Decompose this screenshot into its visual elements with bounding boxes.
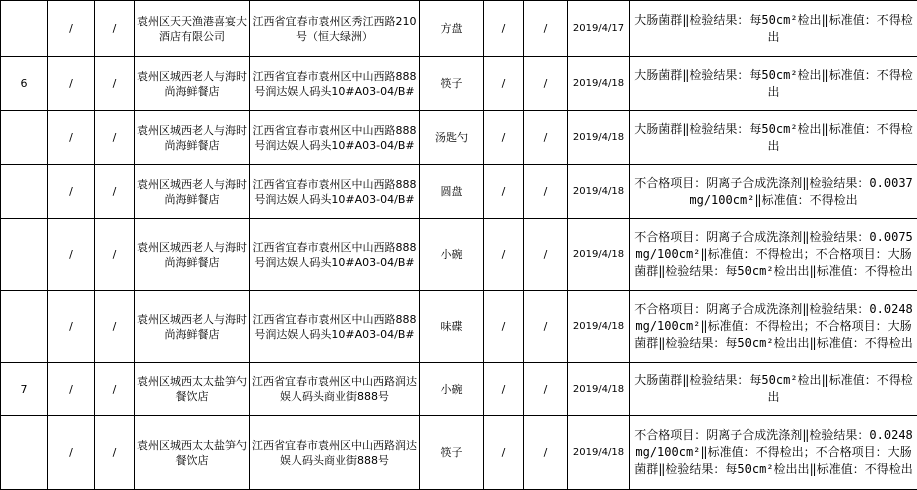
slash-cell: / — [48, 165, 95, 219]
slash-cell: / — [484, 291, 524, 363]
address-cell: 江西省宜春市袁州区中山西路888号润达娱人码头10#A03-04/B# — [250, 111, 420, 165]
slash-cell: / — [484, 416, 524, 490]
sample-item-cell: 小碗 — [420, 363, 484, 416]
slash-cell: / — [484, 219, 524, 291]
address-cell: 江西省宜春市袁州区秀江西路210号（恒大绿洲） — [250, 1, 420, 57]
sampling-date-cell: 2019/4/18 — [568, 57, 630, 111]
address-cell: 江西省宜春市袁州区中山西路888号润达娱人码头10#A03-04/B# — [250, 57, 420, 111]
result-cell: 大肠菌群‖检验结果：每50cm²检出‖标准值：不得检出 — [630, 111, 917, 165]
slash-cell: / — [95, 291, 135, 363]
slash-cell: / — [95, 57, 135, 111]
seq-no-cell — [1, 165, 48, 219]
slash-cell: / — [484, 1, 524, 57]
sample-item-cell: 汤匙勺 — [420, 111, 484, 165]
slash-cell: / — [524, 416, 568, 490]
address-cell: 江西省宜春市袁州区中山西路润达娱人码头商业街888号 — [250, 416, 420, 490]
seq-no-cell — [1, 416, 48, 490]
result-cell: 不合格项目：阴离子合成洗涤剂‖检验结果：0.0075mg/100cm²‖标准值：不得检出；不合格项目：大肠菌群‖检验结果：每50cm²检出出‖标准值：不得检出 — [630, 219, 917, 291]
seq-no-cell — [1, 291, 48, 363]
sampling-date-cell: 2019/4/18 — [568, 219, 630, 291]
sample-item-cell: 方盘 — [420, 1, 484, 57]
result-cell: 大肠菌群‖检验结果：每50cm²检出‖标准值：不得检出 — [630, 57, 917, 111]
slash-cell: / — [48, 111, 95, 165]
table-row — [1, 165, 917, 219]
sampling-date-cell: 2019/4/18 — [568, 165, 630, 219]
result-cell: 大肠菌群‖检验结果：每50cm²检出‖标准值：不得检出 — [630, 1, 917, 57]
seq-no-cell — [1, 111, 48, 165]
seq-no-cell — [1, 219, 48, 291]
seq-no-cell: 7 — [1, 363, 48, 416]
slash-cell: / — [524, 111, 568, 165]
business-name-cell: 袁州区城西老人与海时尚海鲜餐店 — [135, 57, 250, 111]
slash-cell: / — [484, 165, 524, 219]
sampling-date-cell: 2019/4/18 — [568, 291, 630, 363]
sampling-date-cell: 2019/4/18 — [568, 363, 630, 416]
business-name-cell: 袁州区城西老人与海时尚海鲜餐店 — [135, 111, 250, 165]
slash-cell: / — [524, 219, 568, 291]
address-cell: 江西省宜春市袁州区中山西路888号润达娱人码头10#A03-04/B# — [250, 165, 420, 219]
slash-cell: / — [524, 57, 568, 111]
slash-cell: / — [48, 291, 95, 363]
slash-cell: / — [95, 363, 135, 416]
slash-cell: / — [48, 57, 95, 111]
seq-no-cell — [1, 1, 48, 57]
address-cell: 江西省宜春市袁州区中山西路888号润达娱人码头10#A03-04/B# — [250, 219, 420, 291]
slash-cell: / — [524, 363, 568, 416]
business-name-cell: 袁州区城西老人与海时尚海鲜餐店 — [135, 165, 250, 219]
business-name-cell: 袁州区天天渔港喜宴大酒店有限公司 — [135, 1, 250, 57]
slash-cell: / — [95, 165, 135, 219]
slash-cell: / — [48, 219, 95, 291]
sample-item-cell: 筷子 — [420, 416, 484, 490]
slash-cell: / — [524, 291, 568, 363]
slash-cell: / — [484, 57, 524, 111]
sample-item-cell: 味碟 — [420, 291, 484, 363]
slash-cell: / — [48, 363, 95, 416]
sample-item-cell: 筷子 — [420, 57, 484, 111]
sample-item-cell: 圆盘 — [420, 165, 484, 219]
slash-cell: / — [95, 111, 135, 165]
result-cell: 大肠菌群‖检验结果：每50cm²检出‖标准值：不得检出 — [630, 363, 917, 416]
table-row — [1, 1, 917, 57]
result-cell: 不合格项目：阴离子合成洗涤剂‖检验结果：0.0037mg/100cm²‖标准值：不得检出 — [630, 165, 917, 219]
table-row — [1, 416, 917, 490]
table-row — [1, 111, 917, 165]
slash-cell: / — [484, 363, 524, 416]
result-cell: 不合格项目：阴离子合成洗涤剂‖检验结果：0.0248mg/100cm²‖标准值：不得检出；不合格项目：大肠菌群‖检验结果：每50cm²检出出‖标准值：不得检出 — [630, 416, 917, 490]
slash-cell: / — [95, 219, 135, 291]
table-row — [1, 57, 917, 111]
address-cell: 江西省宜春市袁州区中山西路888号润达娱人码头10#A03-04/B# — [250, 291, 420, 363]
sampling-date-cell: 2019/4/18 — [568, 111, 630, 165]
sample-item-cell: 小碗 — [420, 219, 484, 291]
table-row — [1, 363, 917, 416]
business-name-cell: 袁州区城西太太盐笋勺餐饮店 — [135, 363, 250, 416]
table-row — [1, 291, 917, 363]
slash-cell: / — [524, 1, 568, 57]
sampling-date-cell: 2019/4/17 — [568, 1, 630, 57]
slash-cell: / — [95, 416, 135, 490]
seq-no-cell: 6 — [1, 57, 48, 111]
business-name-cell: 袁州区城西太太盐笋勺餐饮店 — [135, 416, 250, 490]
business-name-cell: 袁州区城西老人与海时尚海鲜餐店 — [135, 291, 250, 363]
slash-cell: / — [95, 1, 135, 57]
sampling-date-cell: 2019/4/18 — [568, 416, 630, 490]
address-cell: 江西省宜春市袁州区中山西路润达娱人码头商业街888号 — [250, 363, 420, 416]
business-name-cell: 袁州区城西老人与海时尚海鲜餐店 — [135, 219, 250, 291]
result-cell: 不合格项目：阴离子合成洗涤剂‖检验结果：0.0248mg/100cm²‖标准值：不得检出；不合格项目：大肠菌群‖检验结果：每50cm²检出出‖标准值：不得检出 — [630, 291, 917, 363]
slash-cell: / — [484, 111, 524, 165]
slash-cell: / — [48, 1, 95, 57]
slash-cell: / — [48, 416, 95, 490]
table-row — [1, 219, 917, 291]
slash-cell: / — [524, 165, 568, 219]
